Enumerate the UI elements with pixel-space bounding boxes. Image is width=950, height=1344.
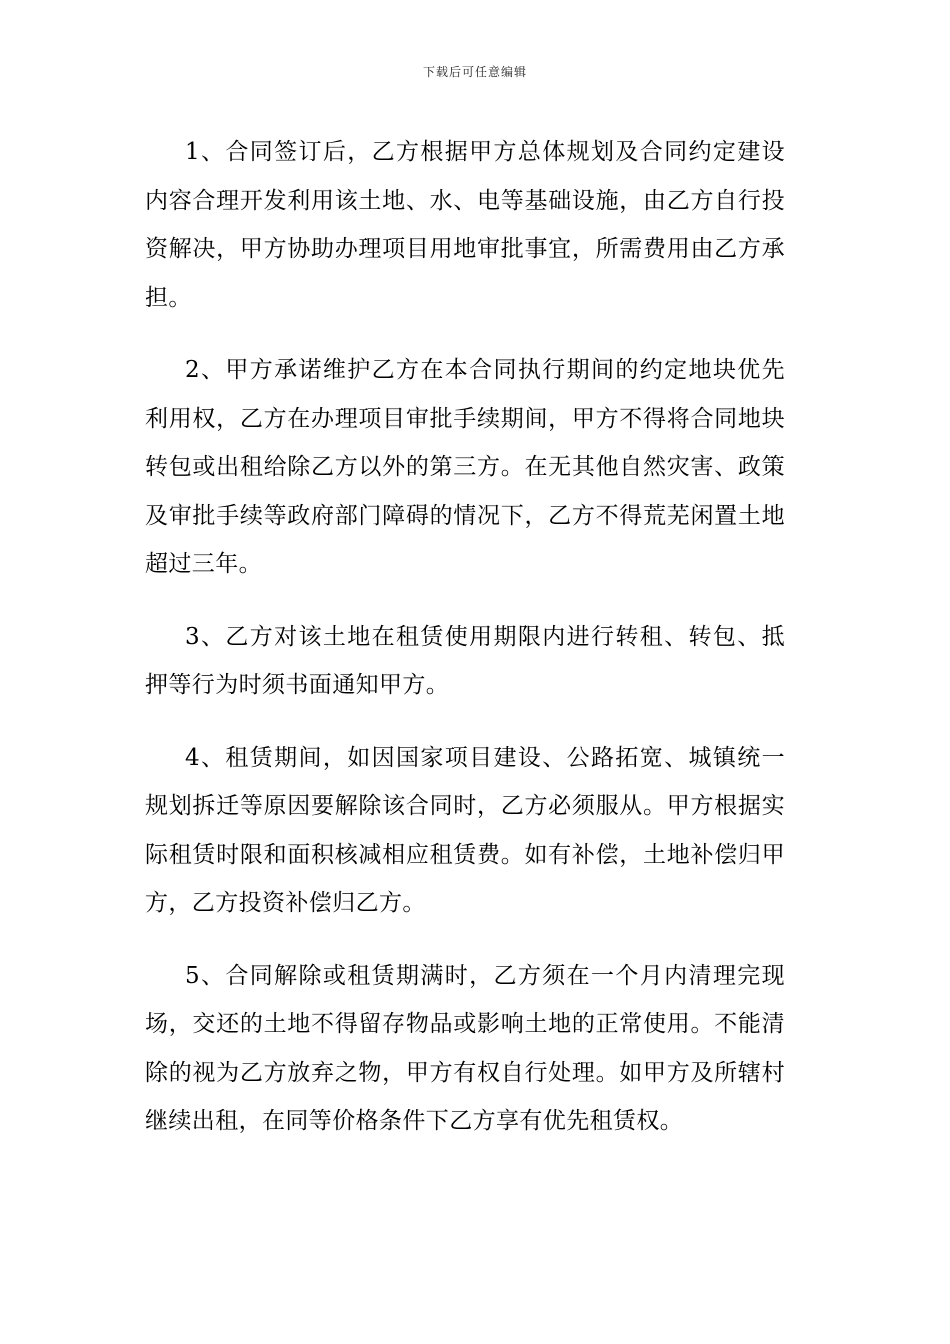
document-body bbox=[145, 128, 785, 1170]
clause-3: 3、乙方对该土地在租赁使用期限内进行转租、转包、抵押等行为时须书面通知甲方。 bbox=[145, 623, 785, 698]
page-header: 下载后可任意编辑 bbox=[422, 65, 527, 79]
clause-2: 2、甲方承诺维护乙方在本合同执行期间的约定地块优先利用权，乙方在办理项目审批手续期间，甲方不得将合同地块转包或出租给除乙方以外的第三方。在无其他自然灾害、政策及审批手续等政府部门障碍的情况下，乙方不得荒芜闲置土地超过三年。 bbox=[145, 357, 785, 577]
clause-5: 5、合同解除或租赁期满时，乙方须在一个月内清理完现场，交还的土地不得留存物品或影响土地的正常使用。不能清除的视为乙方放弃之物，甲方有权自行处理。如甲方及所辖村继续出租，在同等价格条件下乙方享有优先租赁权。 bbox=[145, 962, 785, 1134]
clause-4: 4、租赁期间，如因国家项目建设、公路拓宽、城镇统一规划拆迁等原因要解除该合同时，乙方必须服从。甲方根据实际租赁时限和面积核减相应租赁费。如有补偿，土地补偿归甲方，乙方投资补偿归乙方。 bbox=[145, 744, 785, 916]
clause-1: 1、合同签订后，乙方根据甲方总体规划及合同约定建设内容合理开发利用该土地、水、电等基础设施，由乙方自行投资解决，甲方协助办理项目用地审批事宜，所需费用由乙方承担。 bbox=[145, 139, 785, 311]
